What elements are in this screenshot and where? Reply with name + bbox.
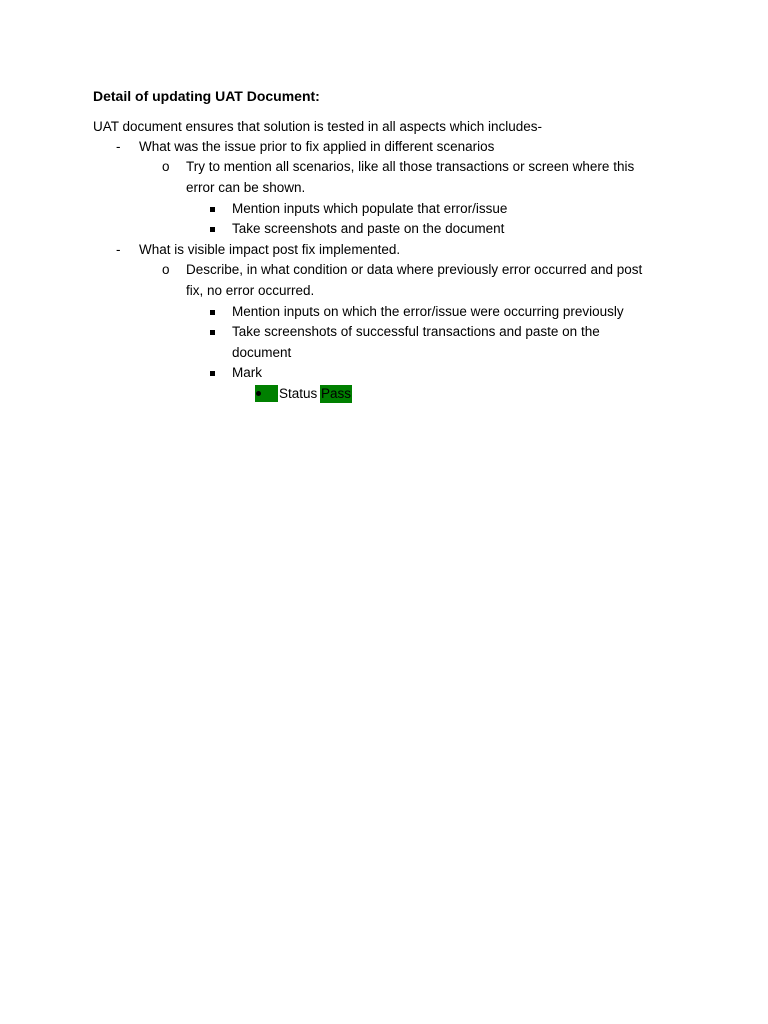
section1-bullet2: Take screenshots and paste on the document <box>232 221 505 236</box>
dash-marker: - <box>116 139 121 154</box>
square-bullet-icon <box>210 310 215 315</box>
section2-heading: What is visible impact post fix implemented. <box>139 242 401 257</box>
section2-bullet2-line1: Take screenshots of successful transactions and paste on the <box>232 324 600 339</box>
circle-marker: o <box>162 159 170 174</box>
circle-marker: o <box>162 262 170 277</box>
section2-bullet1: Mention inputs on which the error/issue were occurring previously <box>232 304 624 319</box>
dash-marker: - <box>116 242 121 257</box>
section2-subitem-line1: Describe, in what condition or data where previously error occurred and post <box>186 262 643 277</box>
section1-heading: What was the issue prior to fix applied in different scenarios <box>139 139 495 154</box>
square-bullet-icon <box>210 227 215 232</box>
section1-subitem-line1: Try to mention all scenarios, like all those transactions or screen where this <box>186 159 635 174</box>
section2-bullet3: Mark <box>232 365 262 380</box>
square-bullet-icon <box>210 330 215 335</box>
section1-subitem-line2: error can be shown. <box>186 180 306 195</box>
square-bullet-icon <box>210 207 215 212</box>
document-title: Detail of updating UAT Document: <box>93 88 320 104</box>
intro-text: UAT document ensures that solution is tested in all aspects which includes- <box>93 119 542 134</box>
status-pass-highlight: Pass <box>321 386 352 401</box>
round-bullet-icon <box>256 391 261 396</box>
square-bullet-icon <box>210 371 215 376</box>
section2-bullet2-line2: document <box>232 345 292 360</box>
status-label: Status <box>279 386 318 401</box>
section2-subitem-line2: fix, no error occurred. <box>186 283 315 298</box>
section1-bullet1: Mention inputs which populate that error/issue <box>232 201 508 216</box>
